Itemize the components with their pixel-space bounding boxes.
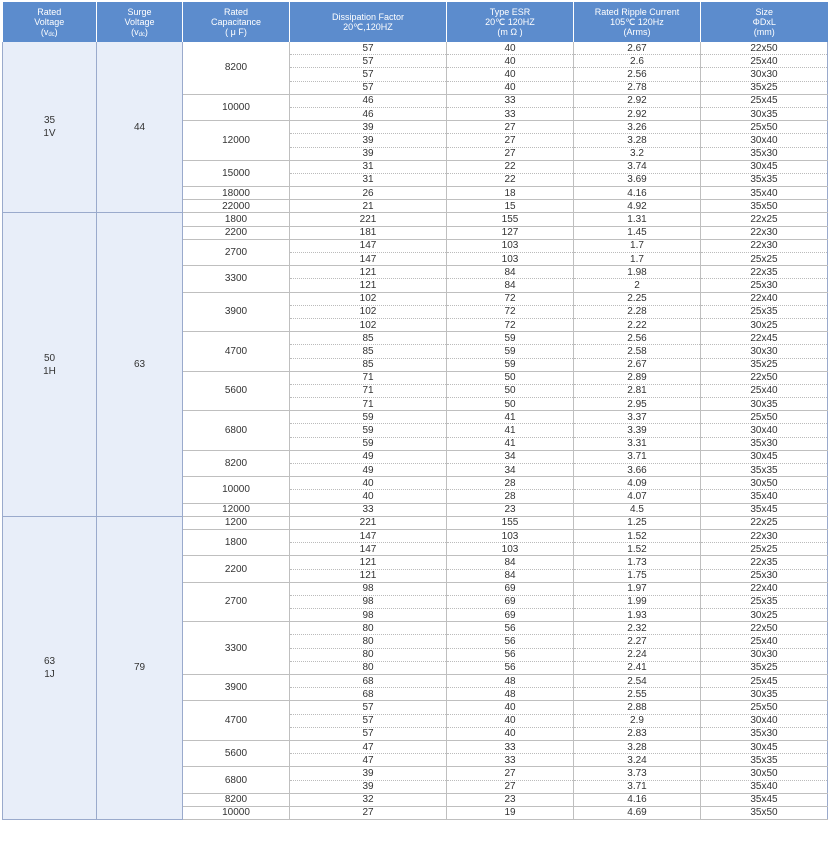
esr-cell: 41 bbox=[447, 424, 574, 437]
ripple-current-cell: 1.25 bbox=[574, 516, 701, 529]
ripple-current-cell: 1.7 bbox=[574, 253, 701, 266]
header-surge-voltage: Surge Voltage $(v_{dc})$ bbox=[97, 2, 183, 42]
dissipation-factor-cell: 85 bbox=[290, 345, 447, 358]
esr-cell: 34 bbox=[447, 450, 574, 463]
dissipation-factor-cell: 39 bbox=[290, 121, 447, 134]
capacitance-cell: 1800 bbox=[183, 213, 290, 226]
capacitance-cell: 6800 bbox=[183, 767, 290, 793]
ripple-current-cell: 4.69 bbox=[574, 806, 701, 819]
size-cell: 35x40 bbox=[701, 187, 828, 200]
capacitance-cell: 18000 bbox=[183, 187, 290, 200]
size-cell: 22x25 bbox=[701, 213, 828, 226]
ripple-current-cell: 3.69 bbox=[574, 173, 701, 186]
capacitance-cell: 8200 bbox=[183, 793, 290, 806]
header-type-esr: Type ESR 20℃ 120HZ (m Ω ) bbox=[447, 2, 574, 42]
dissipation-factor-cell: 85 bbox=[290, 358, 447, 371]
dissipation-factor-cell: 32 bbox=[290, 793, 447, 806]
esr-cell: 27 bbox=[447, 121, 574, 134]
esr-cell: 19 bbox=[447, 806, 574, 819]
esr-cell: 41 bbox=[447, 411, 574, 424]
esr-cell: 40 bbox=[447, 714, 574, 727]
esr-cell: 33 bbox=[447, 94, 574, 107]
surge-voltage-cell: 44 bbox=[97, 42, 183, 213]
dissipation-factor-cell: 49 bbox=[290, 464, 447, 477]
dissipation-factor-cell: 47 bbox=[290, 754, 447, 767]
size-cell: 22x40 bbox=[701, 582, 828, 595]
size-cell: 30x50 bbox=[701, 477, 828, 490]
dissipation-factor-cell: 102 bbox=[290, 318, 447, 331]
size-cell: 30x35 bbox=[701, 107, 828, 120]
dissipation-factor-cell: 57 bbox=[290, 68, 447, 81]
dissipation-factor-cell: 57 bbox=[290, 714, 447, 727]
dissipation-factor-cell: 33 bbox=[290, 503, 447, 516]
size-cell: 25x35 bbox=[701, 595, 828, 608]
dissipation-factor-cell: 27 bbox=[290, 806, 447, 819]
size-cell: 25x40 bbox=[701, 384, 828, 397]
capacitance-cell: 3300 bbox=[183, 622, 290, 675]
dissipation-factor-cell: 31 bbox=[290, 173, 447, 186]
ripple-current-cell: 2.25 bbox=[574, 292, 701, 305]
capacitance-cell: 15000 bbox=[183, 160, 290, 186]
size-cell: 35x40 bbox=[701, 780, 828, 793]
ripple-current-cell: 2.67 bbox=[574, 42, 701, 55]
header-capacitance: Rated Capacitance ( μ F) bbox=[183, 2, 290, 42]
dissipation-factor-cell: 121 bbox=[290, 569, 447, 582]
esr-cell: 69 bbox=[447, 582, 574, 595]
esr-cell: 28 bbox=[447, 490, 574, 503]
esr-cell: 50 bbox=[447, 371, 574, 384]
ripple-current-cell: 1.52 bbox=[574, 529, 701, 542]
ripple-current-cell: 3.71 bbox=[574, 450, 701, 463]
capacitance-cell: 12000 bbox=[183, 503, 290, 516]
capacitance-cell: 10000 bbox=[183, 806, 290, 819]
header-dissipation-factor: Dissipation Factor 20℃,120HZ bbox=[290, 2, 447, 42]
dissipation-factor-cell: 57 bbox=[290, 727, 447, 740]
size-cell: 30x45 bbox=[701, 160, 828, 173]
ripple-current-cell: 4.09 bbox=[574, 477, 701, 490]
esr-cell: 27 bbox=[447, 147, 574, 160]
size-cell: 30x45 bbox=[701, 450, 828, 463]
ripple-current-cell: 2.9 bbox=[574, 714, 701, 727]
dissipation-factor-cell: 46 bbox=[290, 94, 447, 107]
capacitance-cell: 2700 bbox=[183, 239, 290, 265]
ripple-current-cell: 2.81 bbox=[574, 384, 701, 397]
dissipation-factor-cell: 80 bbox=[290, 635, 447, 648]
ripple-current-cell: 3.28 bbox=[574, 740, 701, 753]
dissipation-factor-cell: 59 bbox=[290, 411, 447, 424]
ripple-current-cell: 4.16 bbox=[574, 793, 701, 806]
dissipation-factor-cell: 49 bbox=[290, 450, 447, 463]
ripple-current-cell: 1.93 bbox=[574, 609, 701, 622]
dissipation-factor-cell: 98 bbox=[290, 609, 447, 622]
esr-cell: 34 bbox=[447, 464, 574, 477]
ripple-current-cell: 3.31 bbox=[574, 437, 701, 450]
ripple-current-cell: 2.83 bbox=[574, 727, 701, 740]
size-cell: 25x35 bbox=[701, 305, 828, 318]
ripple-current-cell: 1.7 bbox=[574, 239, 701, 252]
size-cell: 25x30 bbox=[701, 569, 828, 582]
ripple-current-cell: 1.52 bbox=[574, 543, 701, 556]
esr-cell: 40 bbox=[447, 55, 574, 68]
surge-voltage-cell: 79 bbox=[97, 516, 183, 819]
ripple-current-cell: 2.67 bbox=[574, 358, 701, 371]
ripple-current-cell: 1.97 bbox=[574, 582, 701, 595]
capacitance-cell: 3300 bbox=[183, 266, 290, 292]
dissipation-factor-cell: 59 bbox=[290, 437, 447, 450]
dissipation-factor-cell: 68 bbox=[290, 675, 447, 688]
ripple-current-cell: 3.39 bbox=[574, 424, 701, 437]
size-cell: 35x30 bbox=[701, 147, 828, 160]
ripple-current-cell: 4.07 bbox=[574, 490, 701, 503]
esr-cell: 40 bbox=[447, 68, 574, 81]
capacitance-cell: 8200 bbox=[183, 450, 290, 476]
dissipation-factor-cell: 102 bbox=[290, 292, 447, 305]
capacitor-spec-table bbox=[2, 2, 828, 820]
dissipation-factor-cell: 221 bbox=[290, 516, 447, 529]
esr-cell: 33 bbox=[447, 740, 574, 753]
ripple-current-cell: 3.73 bbox=[574, 767, 701, 780]
size-cell: 25x50 bbox=[701, 121, 828, 134]
esr-cell: 59 bbox=[447, 332, 574, 345]
esr-cell: 103 bbox=[447, 529, 574, 542]
ripple-current-cell: 4.92 bbox=[574, 200, 701, 213]
esr-cell: 33 bbox=[447, 107, 574, 120]
ripple-current-cell: 3.24 bbox=[574, 754, 701, 767]
dissipation-factor-cell: 47 bbox=[290, 740, 447, 753]
esr-cell: 56 bbox=[447, 635, 574, 648]
esr-cell: 27 bbox=[447, 134, 574, 147]
dissipation-factor-cell: 80 bbox=[290, 648, 447, 661]
dissipation-factor-cell: 85 bbox=[290, 332, 447, 345]
capacitance-cell: 4700 bbox=[183, 701, 290, 741]
ripple-current-cell: 3.71 bbox=[574, 780, 701, 793]
esr-cell: 155 bbox=[447, 213, 574, 226]
capacitance-cell: 8200 bbox=[183, 42, 290, 94]
size-cell: 30x30 bbox=[701, 648, 828, 661]
esr-cell: 23 bbox=[447, 503, 574, 516]
dissipation-factor-cell: 71 bbox=[290, 384, 447, 397]
dissipation-factor-cell: 40 bbox=[290, 477, 447, 490]
dissipation-factor-cell: 21 bbox=[290, 200, 447, 213]
size-cell: 22x35 bbox=[701, 556, 828, 569]
dissipation-factor-cell: 57 bbox=[290, 42, 447, 55]
esr-cell: 22 bbox=[447, 160, 574, 173]
dissipation-factor-cell: 71 bbox=[290, 371, 447, 384]
dissipation-factor-cell: 46 bbox=[290, 107, 447, 120]
dissipation-factor-cell: 80 bbox=[290, 661, 447, 674]
size-cell: 30x40 bbox=[701, 424, 828, 437]
size-cell: 25x40 bbox=[701, 55, 828, 68]
dissipation-factor-cell: 39 bbox=[290, 147, 447, 160]
ripple-current-cell: 1.31 bbox=[574, 213, 701, 226]
size-cell: 35x50 bbox=[701, 200, 828, 213]
dissipation-factor-cell: 39 bbox=[290, 134, 447, 147]
dissipation-factor-cell: 147 bbox=[290, 543, 447, 556]
dissipation-factor-cell: 39 bbox=[290, 780, 447, 793]
size-cell: 35x35 bbox=[701, 464, 828, 477]
table-body bbox=[3, 42, 828, 820]
ripple-current-cell: 2.32 bbox=[574, 622, 701, 635]
esr-cell: 59 bbox=[447, 345, 574, 358]
size-cell: 22x45 bbox=[701, 332, 828, 345]
size-cell: 22x30 bbox=[701, 239, 828, 252]
ripple-current-cell: 3.66 bbox=[574, 464, 701, 477]
size-cell: 22x50 bbox=[701, 371, 828, 384]
dissipation-factor-cell: 147 bbox=[290, 253, 447, 266]
dissipation-factor-cell: 68 bbox=[290, 688, 447, 701]
ripple-current-cell: 3.74 bbox=[574, 160, 701, 173]
esr-cell: 59 bbox=[447, 358, 574, 371]
header-size: Size ΦDxL (mm) bbox=[701, 2, 828, 42]
ripple-current-cell: 3.26 bbox=[574, 121, 701, 134]
header-ripple-current: Rated Ripple Current 105℃ 120Hz (Arms) bbox=[574, 2, 701, 42]
capacitance-cell: 22000 bbox=[183, 200, 290, 213]
size-cell: 35x25 bbox=[701, 358, 828, 371]
esr-cell: 127 bbox=[447, 226, 574, 239]
capacitance-cell: 5600 bbox=[183, 740, 290, 766]
size-cell: 30x25 bbox=[701, 609, 828, 622]
rated-voltage-cell: 50 1H bbox=[3, 213, 97, 516]
ripple-current-cell: 2.56 bbox=[574, 68, 701, 81]
esr-cell: 48 bbox=[447, 675, 574, 688]
esr-cell: 84 bbox=[447, 266, 574, 279]
size-cell: 35x35 bbox=[701, 173, 828, 186]
esr-cell: 18 bbox=[447, 187, 574, 200]
capacitance-cell: 1800 bbox=[183, 529, 290, 555]
size-cell: 30x40 bbox=[701, 714, 828, 727]
dissipation-factor-cell: 98 bbox=[290, 595, 447, 608]
ripple-current-cell: 2 bbox=[574, 279, 701, 292]
ripple-current-cell: 2.78 bbox=[574, 81, 701, 94]
esr-cell: 56 bbox=[447, 648, 574, 661]
dissipation-factor-cell: 147 bbox=[290, 239, 447, 252]
size-cell: 35x30 bbox=[701, 437, 828, 450]
surge-voltage-cell: 63 bbox=[97, 213, 183, 516]
ripple-current-cell: 2.27 bbox=[574, 635, 701, 648]
size-cell: 22x25 bbox=[701, 516, 828, 529]
capacitance-cell: 3900 bbox=[183, 675, 290, 701]
capacitance-cell: 1200 bbox=[183, 516, 290, 529]
capacitance-cell: 10000 bbox=[183, 94, 290, 120]
esr-cell: 103 bbox=[447, 253, 574, 266]
ripple-current-cell: 2.58 bbox=[574, 345, 701, 358]
size-cell: 35x25 bbox=[701, 661, 828, 674]
dissipation-factor-cell: 57 bbox=[290, 81, 447, 94]
ripple-current-cell: 4.5 bbox=[574, 503, 701, 516]
esr-cell: 72 bbox=[447, 318, 574, 331]
esr-cell: 103 bbox=[447, 543, 574, 556]
esr-cell: 40 bbox=[447, 727, 574, 740]
dissipation-factor-cell: 39 bbox=[290, 767, 447, 780]
esr-cell: 69 bbox=[447, 609, 574, 622]
rated-voltage-cell: 63 1J bbox=[3, 516, 97, 819]
esr-cell: 84 bbox=[447, 279, 574, 292]
size-cell: 30x35 bbox=[701, 398, 828, 411]
size-cell: 35x25 bbox=[701, 81, 828, 94]
esr-cell: 48 bbox=[447, 688, 574, 701]
esr-cell: 72 bbox=[447, 305, 574, 318]
size-cell: 25x40 bbox=[701, 635, 828, 648]
dissipation-factor-cell: 181 bbox=[290, 226, 447, 239]
ripple-current-cell: 1.98 bbox=[574, 266, 701, 279]
ripple-current-cell: 2.88 bbox=[574, 701, 701, 714]
esr-cell: 72 bbox=[447, 292, 574, 305]
size-cell: 35x30 bbox=[701, 727, 828, 740]
size-cell: 25x45 bbox=[701, 675, 828, 688]
size-cell: 22x50 bbox=[701, 42, 828, 55]
esr-cell: 41 bbox=[447, 437, 574, 450]
rated-voltage-cell: 35 1V bbox=[3, 42, 97, 213]
size-cell: 25x30 bbox=[701, 279, 828, 292]
esr-cell: 84 bbox=[447, 556, 574, 569]
ripple-current-cell: 3.28 bbox=[574, 134, 701, 147]
ripple-current-cell: 3.2 bbox=[574, 147, 701, 160]
dissipation-factor-cell: 98 bbox=[290, 582, 447, 595]
esr-cell: 15 bbox=[447, 200, 574, 213]
table-row bbox=[3, 213, 828, 226]
capacitance-cell: 2200 bbox=[183, 556, 290, 582]
esr-cell: 27 bbox=[447, 780, 574, 793]
esr-cell: 40 bbox=[447, 42, 574, 55]
dissipation-factor-cell: 102 bbox=[290, 305, 447, 318]
esr-cell: 56 bbox=[447, 622, 574, 635]
table-row bbox=[3, 42, 828, 55]
size-cell: 30x50 bbox=[701, 767, 828, 780]
ripple-current-cell: 2.55 bbox=[574, 688, 701, 701]
size-cell: 35x50 bbox=[701, 806, 828, 819]
esr-cell: 28 bbox=[447, 477, 574, 490]
size-cell: 35x40 bbox=[701, 490, 828, 503]
dissipation-factor-cell: 221 bbox=[290, 213, 447, 226]
ripple-current-cell: 2.28 bbox=[574, 305, 701, 318]
capacitance-cell: 12000 bbox=[183, 121, 290, 161]
dissipation-factor-cell: 71 bbox=[290, 398, 447, 411]
esr-cell: 69 bbox=[447, 595, 574, 608]
capacitance-cell: 5600 bbox=[183, 371, 290, 411]
ripple-current-cell: 2.92 bbox=[574, 107, 701, 120]
esr-cell: 27 bbox=[447, 767, 574, 780]
dissipation-factor-cell: 57 bbox=[290, 55, 447, 68]
size-cell: 30x25 bbox=[701, 318, 828, 331]
esr-cell: 50 bbox=[447, 384, 574, 397]
size-cell: 22x35 bbox=[701, 266, 828, 279]
esr-cell: 33 bbox=[447, 754, 574, 767]
esr-cell: 103 bbox=[447, 239, 574, 252]
ripple-current-cell: 2.89 bbox=[574, 371, 701, 384]
size-cell: 35x35 bbox=[701, 754, 828, 767]
capacitance-cell: 6800 bbox=[183, 411, 290, 451]
dissipation-factor-cell: 26 bbox=[290, 187, 447, 200]
esr-cell: 155 bbox=[447, 516, 574, 529]
esr-cell: 40 bbox=[447, 701, 574, 714]
ripple-current-cell: 3.37 bbox=[574, 411, 701, 424]
size-cell: 30x30 bbox=[701, 68, 828, 81]
esr-cell: 40 bbox=[447, 81, 574, 94]
capacitance-cell: 4700 bbox=[183, 332, 290, 372]
ripple-current-cell: 2.95 bbox=[574, 398, 701, 411]
size-cell: 25x45 bbox=[701, 94, 828, 107]
size-cell: 25x25 bbox=[701, 543, 828, 556]
table-header-row bbox=[3, 2, 828, 42]
dissipation-factor-cell: 40 bbox=[290, 490, 447, 503]
capacitance-cell: 2200 bbox=[183, 226, 290, 239]
table-row bbox=[3, 516, 828, 529]
ripple-current-cell: 2.41 bbox=[574, 661, 701, 674]
size-cell: 22x50 bbox=[701, 622, 828, 635]
esr-cell: 50 bbox=[447, 398, 574, 411]
dissipation-factor-cell: 121 bbox=[290, 556, 447, 569]
size-cell: 22x30 bbox=[701, 529, 828, 542]
esr-cell: 84 bbox=[447, 569, 574, 582]
ripple-current-cell: 1.45 bbox=[574, 226, 701, 239]
size-cell: 35x45 bbox=[701, 793, 828, 806]
ripple-current-cell: 4.16 bbox=[574, 187, 701, 200]
dissipation-factor-cell: 57 bbox=[290, 701, 447, 714]
size-cell: 22x40 bbox=[701, 292, 828, 305]
size-cell: 25x50 bbox=[701, 411, 828, 424]
dissipation-factor-cell: 147 bbox=[290, 529, 447, 542]
size-cell: 25x50 bbox=[701, 701, 828, 714]
ripple-current-cell: 1.73 bbox=[574, 556, 701, 569]
ripple-current-cell: 1.99 bbox=[574, 595, 701, 608]
ripple-current-cell: 2.6 bbox=[574, 55, 701, 68]
dissipation-factor-cell: 80 bbox=[290, 622, 447, 635]
ripple-current-cell: 2.24 bbox=[574, 648, 701, 661]
size-cell: 35x45 bbox=[701, 503, 828, 516]
ripple-current-cell: 2.56 bbox=[574, 332, 701, 345]
size-cell: 30x45 bbox=[701, 740, 828, 753]
capacitance-cell: 10000 bbox=[183, 477, 290, 503]
size-cell: 25x25 bbox=[701, 253, 828, 266]
ripple-current-cell: 2.92 bbox=[574, 94, 701, 107]
dissipation-factor-cell: 31 bbox=[290, 160, 447, 173]
dissipation-factor-cell: 121 bbox=[290, 266, 447, 279]
size-cell: 30x30 bbox=[701, 345, 828, 358]
dissipation-factor-cell: 121 bbox=[290, 279, 447, 292]
header-rated-voltage: Rated Voltage $(v_{dc})$ bbox=[3, 2, 97, 42]
dissipation-factor-cell: 59 bbox=[290, 424, 447, 437]
esr-cell: 22 bbox=[447, 173, 574, 186]
ripple-current-cell: 2.22 bbox=[574, 318, 701, 331]
size-cell: 22x30 bbox=[701, 226, 828, 239]
size-cell: 30x35 bbox=[701, 688, 828, 701]
ripple-current-cell: 1.75 bbox=[574, 569, 701, 582]
esr-cell: 23 bbox=[447, 793, 574, 806]
ripple-current-cell: 2.54 bbox=[574, 675, 701, 688]
size-cell: 30x40 bbox=[701, 134, 828, 147]
capacitance-cell: 2700 bbox=[183, 582, 290, 622]
esr-cell: 56 bbox=[447, 661, 574, 674]
capacitance-cell: 3900 bbox=[183, 292, 290, 332]
